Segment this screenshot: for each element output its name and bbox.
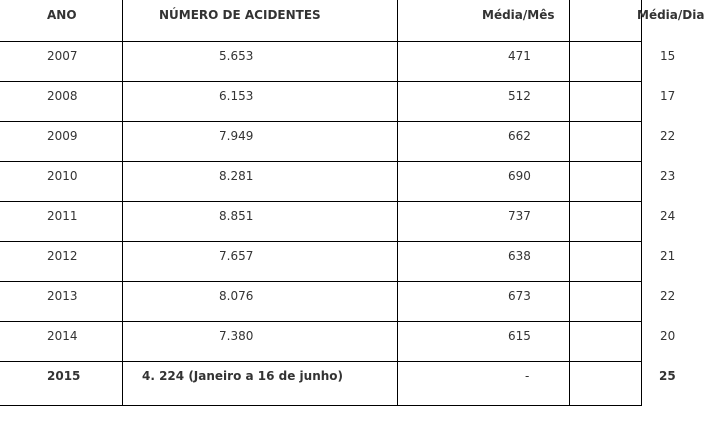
cell-ano: 2010 (0, 162, 123, 202)
cell-numero: 7.657 (123, 242, 398, 282)
cell-numero: 7.949 (123, 122, 398, 162)
cell-numero: 4. 224 (Janeiro a 16 de junho) (123, 362, 398, 406)
cell-numero: 8.076 (123, 282, 398, 322)
cell-ano: 2013 (0, 282, 123, 322)
cell-media-dia: 20 (570, 322, 642, 362)
cell-numero: 8.281 (123, 162, 398, 202)
cell-ano: 2007 (0, 42, 123, 82)
table-row (0, 82, 642, 122)
cell-media-mes: 662 (398, 122, 570, 162)
header-media-mes: Média/Mês (398, 0, 570, 42)
cell-ano: 2008 (0, 82, 123, 122)
cell-media-dia: 23 (570, 162, 642, 202)
cell-media-mes: 673 (398, 282, 570, 322)
table-header-row (0, 0, 642, 42)
cell-media-dia: 24 (570, 202, 642, 242)
cell-numero: 6.153 (123, 82, 398, 122)
table-row (0, 42, 642, 82)
header-numero-acidentes: NÚMERO DE ACIDENTES (123, 0, 398, 42)
table-row-total (0, 362, 642, 406)
cell-media-mes: 737 (398, 202, 570, 242)
header-media-dia: Média/Dia (570, 0, 642, 42)
table-row (0, 282, 642, 322)
cell-media-dia: 15 (570, 42, 642, 82)
cell-ano: 2012 (0, 242, 123, 282)
cell-ano: 2014 (0, 322, 123, 362)
cell-media-dia: 25 (570, 362, 642, 406)
table-row (0, 202, 642, 242)
cell-media-mes: 512 (398, 82, 570, 122)
cell-media-mes: - (398, 362, 570, 406)
table-row (0, 122, 642, 162)
cell-media-dia: 21 (570, 242, 642, 282)
header-ano: ANO (0, 0, 123, 42)
cell-numero: 7.380 (123, 322, 398, 362)
table-row (0, 162, 642, 202)
cell-media-dia: 22 (570, 282, 642, 322)
cell-ano: 2015 (0, 362, 123, 406)
cell-media-dia: 17 (570, 82, 642, 122)
cell-media-dia: 22 (570, 122, 642, 162)
cell-media-mes: 615 (398, 322, 570, 362)
cell-ano: 2009 (0, 122, 123, 162)
cell-media-mes: 690 (398, 162, 570, 202)
table-row (0, 242, 642, 282)
cell-ano: 2011 (0, 202, 123, 242)
cell-media-mes: 471 (398, 42, 570, 82)
cell-numero: 8.851 (123, 202, 398, 242)
cell-numero: 5.653 (123, 42, 398, 82)
table-row (0, 322, 642, 362)
cell-media-mes: 638 (398, 242, 570, 282)
